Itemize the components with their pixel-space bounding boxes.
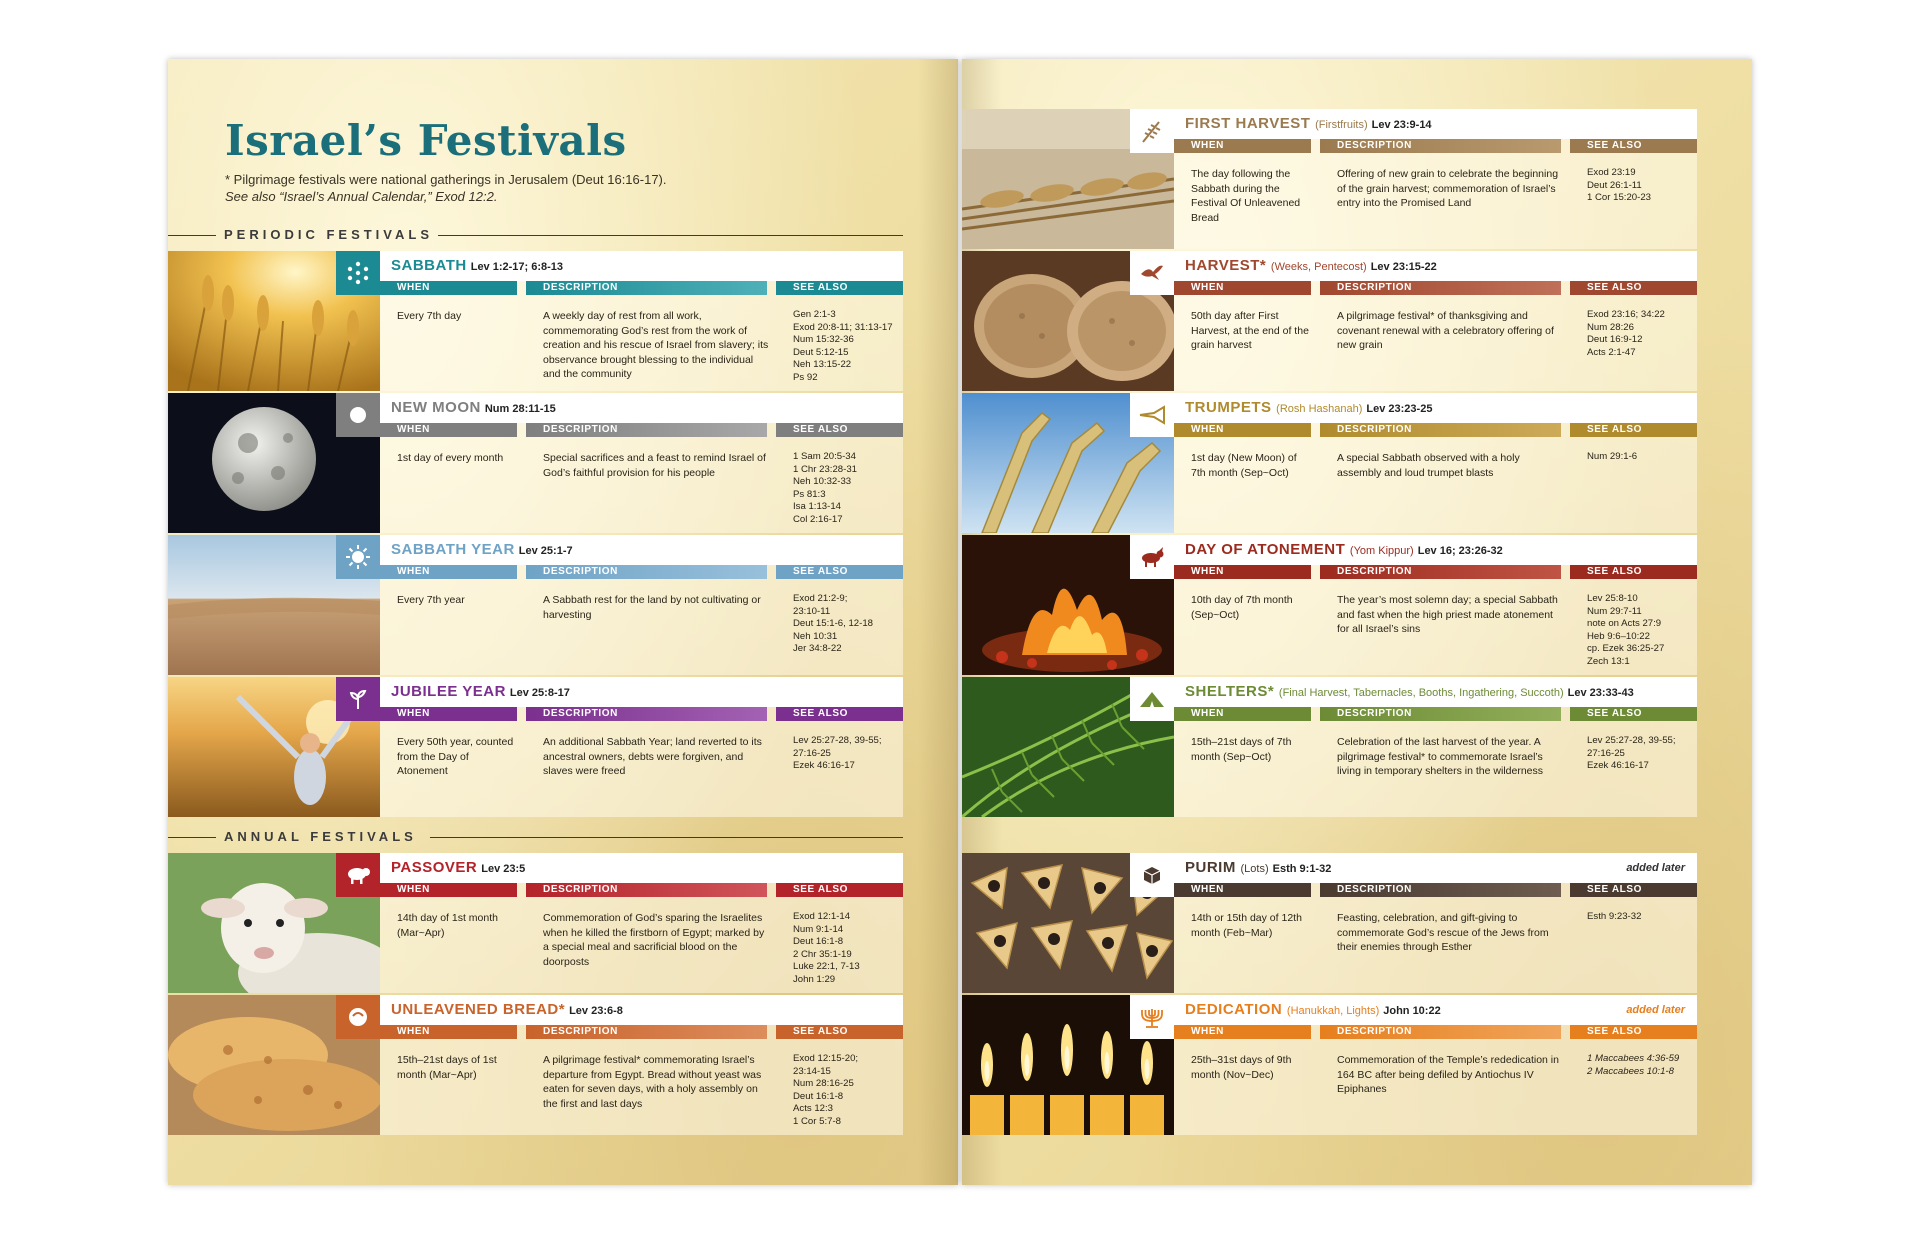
see-also-reference: Exod 12:15-20;: [793, 1053, 859, 1064]
annual-section-heading: [168, 829, 903, 845]
lamb-icon: [336, 853, 380, 897]
when-label: WHEN: [1174, 423, 1311, 437]
see-also-label: SEE ALSO: [1570, 1025, 1697, 1039]
description-text: A special Sabbath observed with a holy assembly and loud trumpet blasts: [1337, 452, 1520, 479]
see-also-reference: Jer 34:8-22: [793, 643, 842, 655]
festival-alt-names: (Lots): [1240, 863, 1269, 875]
festival-name: NEW MOON: [391, 399, 481, 416]
festival-card: [1174, 251, 1697, 391]
wheat-icon: [1130, 109, 1174, 153]
see-also-reference: Ezek 46:16-17: [1587, 760, 1649, 772]
see-also-reference: Acts 2:1-47: [1587, 346, 1636, 358]
added-later-note: added later: [1626, 862, 1685, 874]
festival-reference: Lev 25:1-7: [518, 545, 573, 557]
festival-card: [1174, 109, 1697, 249]
see-also-reference: 1 Cor 15:20-23: [1587, 192, 1651, 204]
description-label: DESCRIPTION: [526, 883, 767, 897]
see-also-reference: Num 28:16-25: [793, 1078, 854, 1090]
see-also-reference: 1 Maccabees 4:36-59: [1587, 1053, 1680, 1064]
festival-name: PASSOVER: [391, 859, 478, 876]
sprout-icon: [336, 677, 380, 721]
see-also-reference: cp. Ezek 36:25-27: [1587, 643, 1665, 655]
see-also-label: SEE ALSO: [776, 281, 903, 295]
see-also-reference: Lev 25:27-28, 39-55;: [793, 735, 882, 746]
festival-alt-names: (Hanukkah, Lights): [1286, 1005, 1380, 1017]
see-also-reference: Deut 15:1-6, 12-18: [793, 618, 874, 630]
festival-card: [1174, 535, 1697, 675]
description-text: Commemoration of the Temple’s rededication in 164 BC after being defiled by Antiochus IV Epiphanes: [1337, 1054, 1559, 1095]
festival-row: [962, 995, 1697, 1135]
festival-row: [962, 853, 1697, 993]
festival-alt-names: (Weeks, Pentecost): [1270, 261, 1367, 273]
see-also-reference: Ps 92: [793, 371, 818, 383]
bread-icon: [336, 995, 380, 1039]
see-also-reference: Exod 21:2-9;: [793, 593, 848, 604]
description-label: DESCRIPTION: [1320, 883, 1561, 897]
see-also-reference: 1 Cor 5:7-8: [793, 1115, 841, 1127]
trumpet-icon: [1130, 393, 1174, 437]
festival-header: [1174, 251, 1697, 281]
see-also-label: SEE ALSO: [1570, 565, 1697, 579]
description-label: DESCRIPTION: [1320, 281, 1561, 295]
tent-icon: [1130, 677, 1174, 721]
see-also-label: SEE ALSO: [1570, 281, 1697, 295]
festival-header: [1174, 109, 1697, 139]
festival-card: [1174, 995, 1697, 1135]
when-label: WHEN: [380, 1025, 517, 1039]
festival-reference: Lev 23:23-25: [1366, 403, 1433, 415]
festival-header: [380, 677, 903, 707]
page-subtitle: [225, 171, 667, 205]
description-text: Feasting, celebration, and gift-giving to commemorate God’s rescue of the Jews from their enemies through Esther: [1337, 912, 1549, 953]
right-page: [962, 59, 1752, 1185]
when-label: WHEN: [1174, 883, 1311, 897]
see-also-reference: Exod 12:1-14: [793, 911, 851, 922]
see-also-reference: 2 Maccabees 10:1-8: [1587, 1065, 1674, 1077]
festival-card: [380, 853, 903, 993]
festival-row: [168, 251, 903, 391]
when-text: 14th or 15th day of 12th month (Feb~Mar): [1191, 912, 1302, 939]
festival-reference: Lev 23:9-14: [1371, 119, 1432, 131]
see-also-reference: Num 15:32-36: [793, 334, 854, 346]
festival-reference: Lev 1:2-17; 6:8-13: [470, 261, 564, 273]
see-also-reference: Deut 16:1-8: [793, 936, 844, 948]
see-also-list: [793, 735, 901, 773]
festival-row: [168, 535, 903, 675]
see-also-label: SEE ALSO: [1570, 883, 1697, 897]
festival-card: [380, 393, 903, 533]
when-label: WHEN: [380, 565, 517, 579]
see-also-list: [793, 309, 901, 385]
festival-header: [1174, 393, 1697, 423]
festival-name: DAY OF ATONEMENT: [1185, 541, 1346, 558]
dice-icon: [1130, 853, 1174, 897]
when-text: 50th day after First Harvest, at the end of the grain harvest: [1191, 310, 1309, 351]
festival-alt-names: (Firstfruits): [1315, 119, 1368, 131]
festival-row: [168, 853, 903, 993]
see-also-reference: Deut 26:1-11: [1587, 179, 1642, 191]
when-text: 15th–21st days of 1st month (Mar~Apr): [397, 1054, 497, 1081]
see-also-list: [1587, 735, 1695, 773]
when-text: 15th–21st days of 7th month (Sep~Oct): [1191, 736, 1292, 763]
see-also-reference: 2 Chr 35:1-19: [793, 948, 852, 960]
festival-card: [380, 251, 903, 391]
see-also-reference: Num 9:1-14: [793, 923, 844, 935]
when-text: Every 7th year: [397, 594, 465, 606]
see-also-label: SEE ALSO: [776, 1025, 903, 1039]
added-later-note: added later: [1626, 1004, 1685, 1016]
goat-icon: [1130, 535, 1174, 579]
festival-name: HARVEST*: [1185, 257, 1267, 274]
when-label: WHEN: [380, 883, 517, 897]
see-also-list: [1587, 911, 1695, 924]
festival-name: JUBILEE YEAR: [391, 683, 506, 700]
festival-reference: Lev 23:33-43: [1567, 687, 1634, 699]
festival-header: [380, 995, 903, 1025]
festival-row: [962, 535, 1697, 675]
see-also-reference: Num 28:26: [1587, 321, 1634, 333]
left-page: [168, 59, 958, 1185]
see-also-reference: 23:10-11: [793, 605, 831, 617]
see-also-reference: Num 29:7-11: [1587, 605, 1642, 617]
when-label: WHEN: [1174, 565, 1311, 579]
see-also-list: [793, 1053, 901, 1129]
annual-section-label: ANNUAL FESTIVALS: [224, 829, 417, 844]
festival-name: SABBATH: [391, 257, 467, 274]
festival-header: [380, 853, 903, 883]
description-label: DESCRIPTION: [1320, 1025, 1561, 1039]
festival-alt-names: (Yom Kippur): [1349, 545, 1414, 557]
festival-row: [962, 393, 1697, 533]
when-label: WHEN: [380, 423, 517, 437]
when-text: 25th–31st days of 9th month (Nov~Dec): [1191, 1054, 1292, 1081]
festival-reference: Lev 25:8-17: [509, 687, 570, 699]
see-also-reference: Ezek 46:16-17: [793, 760, 855, 772]
dove-icon: [1130, 251, 1174, 295]
see-also-note: See also “Israel’s Annual Calendar,” Exod 12:2.: [225, 189, 498, 204]
see-also-label: SEE ALSO: [1570, 707, 1697, 721]
moon-icon: [336, 393, 380, 437]
description-label: DESCRIPTION: [1320, 423, 1561, 437]
when-text: 14th day of 1st month (Mar~Apr): [397, 912, 498, 939]
see-also-list: [793, 593, 901, 656]
festival-card: [380, 677, 903, 817]
festival-row: [168, 677, 903, 817]
festival-reference: Esth 9:1-32: [1272, 863, 1332, 875]
see-also-reference: 27:16-25: [793, 747, 831, 759]
festival-card: [380, 995, 903, 1135]
when-label: WHEN: [380, 707, 517, 721]
festival-reference: John 10:22: [1383, 1005, 1441, 1017]
when-label: WHEN: [1174, 707, 1311, 721]
festival-name: TRUMPETS: [1185, 399, 1272, 416]
description-label: DESCRIPTION: [526, 423, 767, 437]
see-also-reference: John 1:29: [793, 973, 836, 985]
page-title: Israel’s Festivals: [225, 116, 627, 165]
festival-row: [168, 995, 903, 1135]
festival-header: [380, 393, 903, 423]
description-text: A weekly day of rest from all work, commemorating God’s rest from the work of creation and his rescue of Israel from slavery; its observance brought blessing to the individual and the community: [543, 310, 769, 380]
see-also-reference: Deut 16:1-8: [793, 1090, 844, 1102]
description-label: DESCRIPTION: [1320, 139, 1561, 153]
see-also-label: SEE ALSO: [776, 565, 903, 579]
festival-row: [168, 393, 903, 533]
description-text: Commemoration of God’s sparing the Israelites when he killed the firstborn of Egypt; marked by a special meal and sacrificial blood on the doorposts: [543, 912, 765, 968]
see-also-list: [1587, 593, 1695, 669]
see-also-list: [793, 911, 901, 987]
festival-reference: Num 28:11-15: [484, 403, 556, 415]
see-also-reference: Neh 10:31: [793, 630, 838, 642]
see-also-label: SEE ALSO: [776, 883, 903, 897]
description-text: A pilgrimage festival* of thanksgiving and covenant renewal with a celebratory offering of new grain: [1337, 310, 1554, 351]
menorah-icon: [1130, 995, 1174, 1039]
see-also-label: SEE ALSO: [1570, 139, 1697, 153]
festival-header: [1174, 995, 1697, 1025]
sun-icon: [336, 535, 380, 579]
see-also-list: [1587, 309, 1695, 359]
see-also-reference: Lev 25:8-10: [1587, 593, 1638, 604]
see-also-reference: Col 2:16-17: [793, 513, 843, 525]
see-also-reference: Deut 5:12-15: [793, 346, 849, 358]
when-label: WHEN: [1174, 1025, 1311, 1039]
see-also-reference: Neh 13:15-22: [793, 359, 852, 371]
description-label: DESCRIPTION: [526, 565, 767, 579]
see-also-list: [1587, 167, 1695, 205]
see-also-reference: Isa 1:13-14: [793, 501, 842, 513]
festival-name: SHELTERS*: [1185, 683, 1275, 700]
dots-circle-icon: [336, 251, 380, 295]
festival-card: [380, 535, 903, 675]
periodic-section-heading: [168, 227, 903, 243]
when-text: Every 7th day: [397, 310, 462, 322]
festival-name: UNLEAVENED BREAD*: [391, 1001, 566, 1018]
when-label: WHEN: [1174, 139, 1311, 153]
see-also-reference: Heb 9:6–10:22: [1587, 630, 1650, 642]
festival-reference: Lev 23:5: [481, 863, 526, 875]
festival-name: DEDICATION: [1185, 1001, 1283, 1018]
see-also-reference: Exod 23:16; 34:22: [1587, 309, 1665, 320]
see-also-label: SEE ALSO: [1570, 423, 1697, 437]
description-text: A pilgrimage festival* commemorating Israel’s departure from Egypt. Bread without yeast was eaten for seven days, with a holy assembly on the first and last days: [543, 1054, 762, 1110]
see-also-reference: Exod 20:8-11; 31:13-17: [793, 321, 893, 333]
description-text: The year’s most solemn day; a special Sabbath and fast when the high priest made atonement for all Israel’s sins: [1337, 594, 1558, 635]
when-text: Every 50th year, counted from the Day of Atonement: [397, 736, 514, 777]
when-text: 10th day of 7th month (Sep~Oct): [1191, 594, 1293, 621]
description-text: Offering of new grain to celebrate the beginning of the grain harvest; commemoration of Israel’s entry into the Promised Land: [1337, 168, 1559, 209]
when-label: WHEN: [380, 281, 517, 295]
festival-row: [962, 677, 1697, 817]
festival-card: [1174, 677, 1697, 817]
festival-reference: Lev 23:6-8: [569, 1005, 623, 1017]
festival-header: [380, 251, 903, 281]
see-also-list: [1587, 1053, 1695, 1078]
see-also-reference: 1 Chr 23:28-31: [793, 463, 857, 475]
description-label: DESCRIPTION: [526, 281, 767, 295]
see-also-reference: 23:14-15: [793, 1065, 831, 1077]
see-also-reference: Esth 9:23-32: [1587, 911, 1642, 922]
see-also-reference: 1 Sam 20:5-34: [793, 451, 856, 462]
description-label: DESCRIPTION: [526, 1025, 767, 1039]
description-text: Celebration of the last harvest of the year. A pilgrimage festival* to commemorate Israel’s living in temporary shelters in the wilderness: [1337, 736, 1544, 777]
festival-header: [1174, 677, 1697, 707]
description-text: A Sabbath rest for the land by not cultivating or harvesting: [543, 594, 761, 621]
see-also-reference: Luke 22:1, 7-13: [793, 961, 860, 973]
see-also-reference: note on Acts 27:9: [1587, 618, 1662, 630]
pilgrimage-note: * Pilgrimage festivals were national gatherings in Jerusalem (Deut 16:16-17).: [225, 172, 667, 187]
see-also-reference: Ps 81:3: [793, 488, 826, 500]
festival-alt-names: (Rosh Hashanah): [1276, 403, 1363, 415]
see-also-reference: Gen 2:1-3: [793, 309, 836, 320]
description-label: DESCRIPTION: [1320, 565, 1561, 579]
festival-alt-names: (Final Harvest, Tabernacles, Booths, Ingathering, Succoth): [1278, 687, 1564, 699]
when-text: 1st day (New Moon) of 7th month (Sep~Oct): [1191, 452, 1297, 479]
festival-name: PURIM: [1185, 859, 1236, 876]
periodic-section-label: PERIODIC FESTIVALS: [224, 227, 433, 242]
description-label: DESCRIPTION: [1320, 707, 1561, 721]
festival-header: [1174, 853, 1697, 883]
see-also-label: SEE ALSO: [776, 707, 903, 721]
see-also-list: [793, 451, 901, 527]
festival-card: [1174, 853, 1697, 993]
see-also-reference: Neh 10:32-33: [793, 476, 852, 488]
description-text: An additional Sabbath Year; land reverted to its ancestral owners, debts were forgiven, and slaves were freed: [543, 736, 762, 777]
see-also-label: SEE ALSO: [776, 423, 903, 437]
festival-reference: Lev 16; 23:26-32: [1417, 545, 1503, 557]
see-also-reference: Num 29:1-6: [1587, 451, 1638, 462]
festival-name: SABBATH YEAR: [391, 541, 515, 558]
when-text: 1st day of every month: [397, 452, 504, 464]
when-text: The day following the Sabbath during the Festival Of Unleavened Bread: [1191, 168, 1301, 224]
see-also-reference: Deut 16:9-12: [1587, 334, 1643, 346]
festival-row: [962, 251, 1697, 391]
see-also-reference: Lev 25:27-28, 39-55;: [1587, 735, 1676, 746]
see-also-reference: 27:16-25: [1587, 747, 1625, 759]
festival-card: [1174, 393, 1697, 533]
description-text: Special sacrifices and a feast to remind Israel of God’s faithful provision for his people: [543, 452, 766, 479]
festival-reference: Lev 23:15-22: [1370, 261, 1437, 273]
when-label: WHEN: [1174, 281, 1311, 295]
see-also-reference: Acts 12:3: [793, 1103, 833, 1115]
see-also-reference: Zech 13:1: [1587, 655, 1630, 667]
see-also-list: [1587, 451, 1695, 464]
festival-row: [962, 109, 1697, 249]
festival-header: [1174, 535, 1697, 565]
festival-name: FIRST HARVEST: [1185, 115, 1311, 132]
see-also-reference: Exod 23:19: [1587, 167, 1636, 178]
description-label: DESCRIPTION: [526, 707, 767, 721]
festival-header: [380, 535, 903, 565]
